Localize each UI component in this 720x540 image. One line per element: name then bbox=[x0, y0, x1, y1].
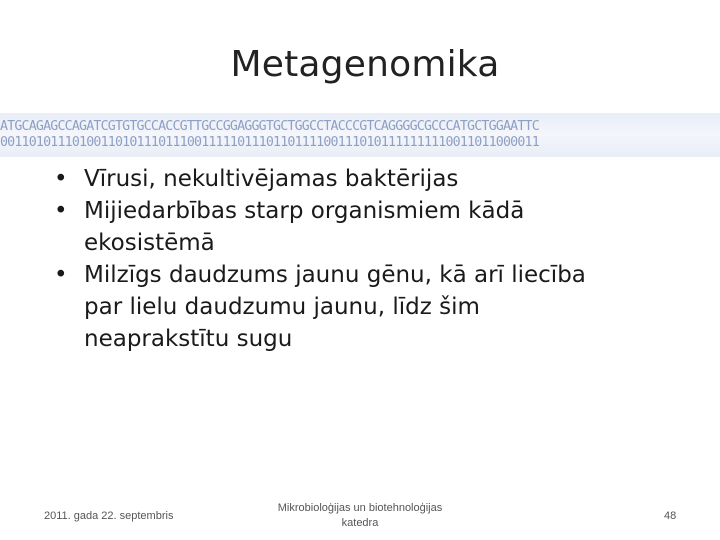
footer-page-number: 48 bbox=[664, 510, 677, 522]
bullet-text-continuation: neaprakstītu sugu bbox=[84, 326, 293, 352]
footer-department bbox=[260, 501, 460, 531]
bullet-text-continuation: par lielu daudzumu jaunu, līdz šim bbox=[84, 294, 480, 320]
bullet-text: Vīrusi, nekultivējamas baktērijas bbox=[84, 166, 459, 192]
bullet-text: Milzīgs daudzums jaunu gēnu, kā arī liecība bbox=[84, 262, 586, 288]
bullet-marker: • bbox=[54, 166, 68, 192]
dna-sequence-banner bbox=[0, 113, 720, 157]
bullet-list bbox=[54, 163, 674, 355]
footer-department-line: katedra bbox=[341, 517, 379, 529]
bullet-marker: • bbox=[54, 262, 68, 288]
footer-date: 2011. gada 22. septembris bbox=[44, 510, 174, 522]
bullet-marker: • bbox=[54, 198, 68, 224]
binary-sequence-text: 001101011101001101011101110011111011101101111001110101111111110011011000011 bbox=[0, 135, 539, 150]
bullet-item bbox=[54, 163, 674, 195]
bullet-item bbox=[54, 259, 674, 355]
bullet-text: Mijiedarbības starp organismiem kādā bbox=[84, 198, 525, 224]
bullet-text-continuation: ekosistēmā bbox=[84, 230, 215, 256]
footer-department-line: Mikrobioloģijas un biotehnoloģijas bbox=[277, 502, 443, 514]
slide-title: Metagenomika bbox=[230, 44, 500, 85]
dna-sequence-text: ATGCAGAGCCAGATCGTGTGCCACCGTTGCCGGAGGGTGCTGGCCTACCCGTCAGGGGCGCCCATGCTGGAATTC bbox=[0, 119, 539, 134]
bullet-item bbox=[54, 195, 674, 259]
